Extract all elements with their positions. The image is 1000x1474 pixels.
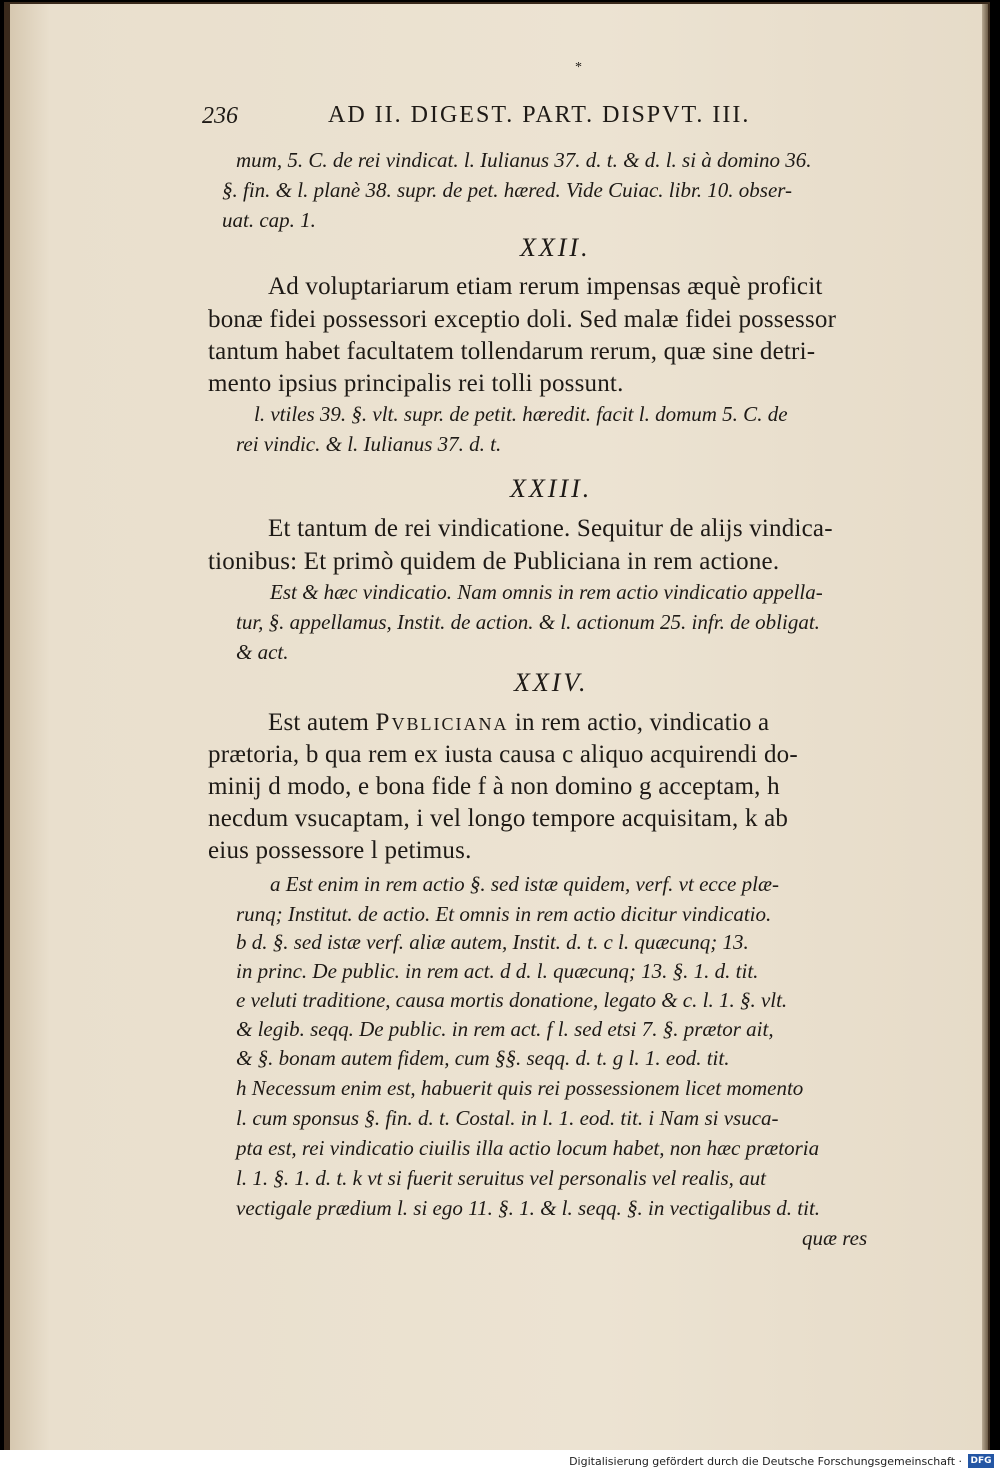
signature-mark: * bbox=[575, 60, 582, 75]
body-line: mento ipsius principalis rei tolli possunt. bbox=[208, 370, 624, 397]
body-text: in rem actio, vindicatio a bbox=[514, 709, 770, 736]
note-line: l. vtiles 39. §. vlt. supr. de petit. hæredit. facit l. domum 5. C. de bbox=[254, 402, 788, 426]
note-line: in princ. De public. in rem act. d d. l. quæcunq; 13. §. 1. d. tit. bbox=[236, 959, 759, 983]
note-line: e veluti traditione, causa mortis donatione, legato & c. l. 1. §. vlt. bbox=[236, 988, 788, 1012]
body-line: Ad voluptariarum etiam rerum impensas æquè proficit bbox=[268, 273, 823, 300]
body-line: eius possessore l petimus. bbox=[208, 837, 472, 864]
note-line: & act. bbox=[236, 640, 289, 664]
note-line: pta est, rei vindicatio ciuilis illa actio locum habet, non hæc prætoria bbox=[236, 1136, 820, 1160]
running-head: AD II. DIGEST. PART. DISPVT. III. bbox=[328, 102, 751, 128]
note-line: a Est enim in rem actio §. sed istæ quidem, verf. vt ecce plæ- bbox=[270, 872, 779, 896]
body-line: minij d modo, e bona fide f à non domino g acceptam, h bbox=[208, 773, 780, 800]
section-heading-24: XXIV. bbox=[514, 668, 589, 697]
footer-bar bbox=[0, 1450, 1000, 1474]
body-line: prætoria, b qua rem ex iusta causa c aliquo acquirendi do- bbox=[208, 741, 798, 768]
page-number: 236 bbox=[202, 103, 238, 129]
body-line: tantum habet facultatem tollendarum rerum, quæ sine detri- bbox=[208, 338, 816, 365]
section-heading-22: XXII. bbox=[520, 233, 591, 262]
note-line: uat. cap. 1. bbox=[222, 208, 316, 232]
note-line: rei vindic. & l. Iulianus 37. d. t. bbox=[236, 432, 502, 456]
small-caps-term: Pvbliciana bbox=[375, 709, 509, 736]
note-line: mum, 5. C. de rei vindicat. l. Iulianus 37. d. t. & d. l. si à domino 36. bbox=[236, 148, 812, 172]
footer-credit: Digitalisierung gefördert durch die Deutsche Forschungsgemeinschaft · bbox=[569, 1455, 962, 1468]
note-line: & legib. seqq. De public. in rem act. f l. sed etsi 7. §. prætor ait, bbox=[236, 1017, 774, 1041]
section-heading-23: XXIII. bbox=[510, 474, 593, 503]
body-text: Est autem bbox=[268, 709, 370, 736]
note-line: l. cum sponsus §. fin. d. t. Costal. in l. 1. eod. tit. i Nam si vsuca- bbox=[236, 1106, 779, 1130]
page-edge bbox=[982, 4, 988, 1450]
note-line: h Necessum enim est, habuerit quis rei possessionem licet momento bbox=[236, 1076, 804, 1100]
note-line: & §. bonam autem fidem, cum §§. seqq. d. t. g l. 1. eod. tit. bbox=[236, 1046, 730, 1070]
body-line: bonæ fidei possessori exceptio doli. Sed malæ fidei possessor bbox=[208, 306, 837, 333]
body-line: Et tantum de rei vindicatione. Sequitur de alijs vindica- bbox=[268, 515, 833, 542]
body-line: necdum vsucaptam, i vel longo tempore acquisitam, k ab bbox=[208, 805, 789, 832]
body-line: tionibus: Et primò quidem de Publiciana in rem actione. bbox=[208, 548, 780, 575]
body-line-first bbox=[268, 709, 769, 737]
catchword: quæ res bbox=[802, 1226, 868, 1250]
note-line: runq; Institut. de actio. Et omnis in rem actio dicitur vindicatio. bbox=[236, 902, 772, 926]
note-line: Est & hæc vindicatio. Nam omnis in rem actio vindicatio appella- bbox=[270, 580, 823, 604]
dfg-logo: DFG bbox=[968, 1454, 994, 1468]
note-line: vectigale prædium l. si ego 11. §. 1. & l. seqq. §. in vectigalibus d. tit. bbox=[236, 1196, 821, 1220]
note-line: l. 1. §. 1. d. t. k vt si fuerit seruitus vel personalis vel realis, aut bbox=[236, 1166, 767, 1190]
note-line: §. fin. & l. planè 38. supr. de pet. hæred. Vide Cuiac. libr. 10. obser- bbox=[222, 178, 793, 202]
note-line: tur, §. appellamus, Instit. de action. & l. actionum 25. infr. de obligat. bbox=[236, 610, 820, 634]
note-line: b d. §. sed istæ verf. aliæ autem, Instit. d. t. c l. quæcunq; 13. bbox=[236, 930, 749, 954]
